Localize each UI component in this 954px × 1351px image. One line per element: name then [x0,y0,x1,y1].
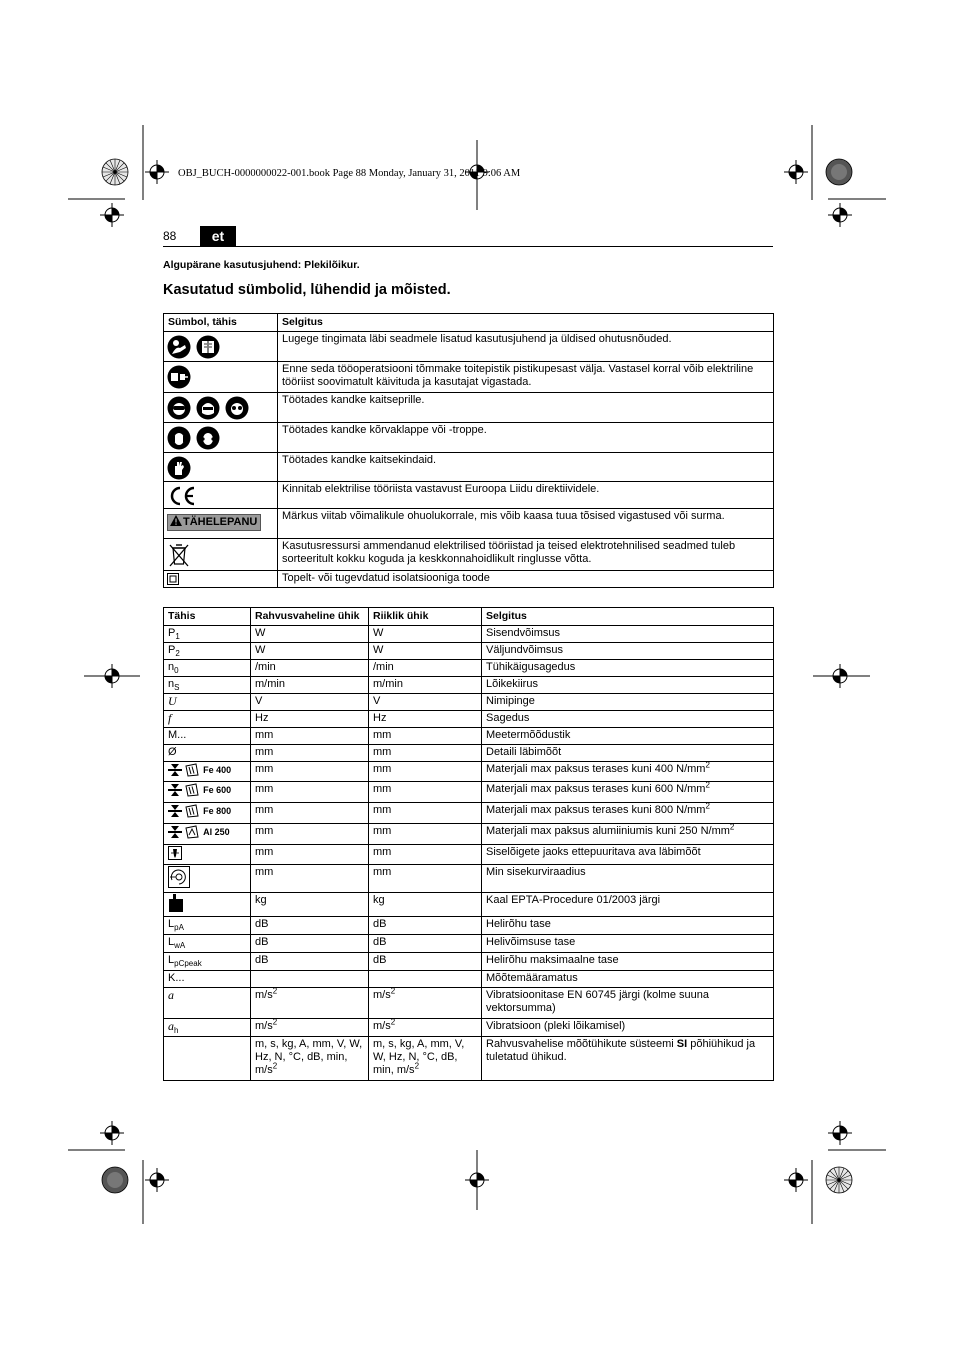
superscript: 2 [705,761,710,770]
symbol-cell [164,509,278,539]
table-row [164,711,774,728]
intl-unit-cell: Hz [251,711,369,728]
description-cell: Tühikäigusagedus [482,660,774,677]
symbol-cell [164,917,251,935]
description-cell: Sisendvõimsus [482,626,774,643]
steel-sheet-icon [185,804,200,818]
superscript: 2 [705,802,710,811]
description-cell: Lõikekiirus [482,677,774,694]
description-cell: Vibratsioonitase EN 60745 järgi (kolme suuna vektorsumma) [482,988,774,1019]
description-cell: Topelt- või tugevdatud isolatsiooniga toode [278,571,774,588]
description-text: Rahvusvahelise mõõtühikute süsteemi [486,1038,677,1050]
warning-triangle-icon [170,515,182,526]
symbol-cell [164,482,278,509]
face-shield-icon [196,396,220,420]
description-cell [482,762,774,782]
symbol-cell [164,626,251,643]
table-row [164,824,774,845]
column-header: Riiklik ühik [369,608,482,626]
symbol-cell [164,1037,251,1081]
superscript: 2 [390,1018,396,1027]
material-code: Fe 600 [203,785,232,795]
book-header: OBJ_BUCH-0000000022-001.book Page 88 Monday, January 31, 2011 9:06 AM [178,168,521,179]
symbol-cell [164,935,251,953]
intl-unit-cell: mm [251,845,369,865]
symbol-subscript: pCpeak [174,959,202,969]
intl-unit-cell: mm [251,803,369,824]
symbol-text: L [168,936,175,948]
symbol-cell [164,893,251,917]
table-row [164,482,774,509]
national-unit-cell: mm [369,824,482,845]
column-header: Sümbol, tähis [164,314,278,332]
intl-unit-cell: mm [251,745,369,762]
national-unit-cell: /min [369,660,482,677]
national-unit-cell: mm [369,745,482,762]
symbol-cell [164,988,251,1019]
national-unit-cell [369,1019,482,1037]
description-text: Materjali max paksus terases kuni 600 N/mm [486,783,706,795]
manual-book-icon [196,335,220,359]
table-row [164,453,774,482]
section-title: Kasutatud sümbolid, lühendid ja mõisted. [163,282,451,298]
table-row [164,865,774,893]
thickness-icon [168,763,182,777]
intl-unit-cell: mm [251,865,369,893]
thickness-icon [168,783,182,797]
national-unit-cell [369,1037,482,1081]
symbol-subscript: h [174,1026,179,1036]
intl-unit-cell: mm [251,782,369,803]
intl-unit-cell: /min [251,660,369,677]
table-row [164,893,774,917]
table-row [164,1019,774,1037]
national-unit-cell: mm [369,845,482,865]
read-manual-icon [167,335,191,359]
symbol-text: P [168,644,176,656]
description-cell: Mõõtemääramatus [482,971,774,988]
description-cell: Kaal EPTA-Procedure 01/2003 järgi [482,893,774,917]
weight-icon [168,894,184,912]
table-row [164,677,774,694]
unit-list: m, s, kg, A, mm, V, W, Hz, N, °C, dB, min, m/s [373,1038,465,1076]
description-cell: Meetermõõdustik [482,728,774,745]
table-row [164,971,774,988]
table-row [164,393,774,423]
symbol-cell [164,782,251,803]
symbol-cell [164,643,251,660]
intl-unit-cell: mm [251,824,369,845]
superscript: 2 [272,1018,278,1027]
national-unit-cell: W [369,643,482,660]
description-cell: Töötades kandke kaitsekindaid. [278,453,774,482]
table-row [164,845,774,865]
intl-unit-cell [251,971,369,988]
column-header: Selgitus [482,608,774,626]
symbol-subscript: wA [174,941,186,951]
symbol-cell [164,845,251,865]
table-row [164,694,774,711]
steel-sheet-icon [185,783,200,797]
superscript: 2 [414,1061,420,1071]
table-row [164,332,774,362]
table-row [164,803,774,824]
description-cell: Töötades kandke kõrvaklappe või -troppe. [278,423,774,453]
column-header: Selgitus [278,314,774,332]
symbol-cell [164,571,278,588]
safety-goggles-icon [167,396,191,420]
description-cell: Töötades kandke kaitseprille. [278,393,774,423]
unit-list: m, s, kg, A, mm, V, W, Hz, N, °C, dB, min, m/s [255,1038,363,1076]
description-cell: Helirõhu maksimaalne tase [482,953,774,971]
table-row [164,660,774,677]
ce-mark-icon [167,485,197,507]
description-cell: Detaili läbimõõt [482,745,774,762]
table-row [164,935,774,953]
symbol-cell [164,362,278,393]
intl-unit-cell: dB [251,935,369,953]
symbol-cell: M... [164,728,251,745]
intl-unit-cell: dB [251,953,369,971]
aluminium-sheet-icon [185,825,200,839]
unit-text: m/s [255,989,273,1001]
description-cell [482,824,774,845]
table-row [164,626,774,643]
national-unit-cell: mm [369,865,482,893]
national-unit-cell: dB [369,953,482,971]
symbol-subscript: 0 [174,666,179,676]
symbol-subscript: pA [174,923,184,933]
table-row-si-units [164,1037,774,1081]
table-row [164,643,774,660]
predrill-hole-icon [168,846,182,860]
description-text: Materjali max paksus terases kuni 800 N/mm [486,804,706,816]
language-badge: et [200,226,236,246]
double-insulation-icon [167,573,179,585]
intl-unit-cell: W [251,643,369,660]
table-row [164,539,774,571]
national-unit-cell: W [369,626,482,643]
description-cell: Väljundvõimsus [482,643,774,660]
national-unit-cell: mm [369,803,482,824]
header-rule [163,246,773,247]
goggles-icon [225,396,249,420]
national-unit-cell: mm [369,782,482,803]
superscript: 2 [729,823,735,832]
material-code: Fe 400 [203,765,232,775]
intl-unit-cell [251,1037,369,1081]
symbol-cell [164,694,251,711]
symbol-text: L [168,954,175,966]
intl-unit-cell [251,1019,369,1037]
document-subtitle: Algupärane kasutusjuhend: Plekilõikur. [163,259,360,271]
si-abbreviation: SI [676,1038,688,1050]
units-table [163,607,774,1081]
national-unit-cell: mm [369,728,482,745]
column-header: Tähis [164,608,251,626]
superscript: 2 [390,987,396,996]
warning-label: TÄHELEPANU [183,516,258,528]
gloves-icon [167,456,191,480]
symbol-cell [164,677,251,694]
symbol-cell [164,803,251,824]
symbol-cell [164,660,251,677]
table-row [164,988,774,1019]
symbol-text: U [168,694,177,708]
national-unit-cell: Hz [369,711,482,728]
symbol-cell: K... [164,971,251,988]
national-unit-cell: m/min [369,677,482,694]
table-row [164,953,774,971]
intl-unit-cell: dB [251,917,369,935]
table-row [164,782,774,803]
unplug-icon [167,365,191,389]
symbol-text: L [168,918,175,930]
national-unit-cell: dB [369,935,482,953]
national-unit-cell: kg [369,893,482,917]
symbol-cell [164,865,251,893]
national-unit-cell: mm [369,762,482,782]
description-cell: Märkus viitab võimalikule ohuolukorrale, mis võib kaasa tuua tõsised vigastused või surma. [278,509,774,539]
intl-unit-cell: m/min [251,677,369,694]
symbol-cell [164,423,278,453]
symbol-subscript: S [174,683,180,693]
superscript: 2 [272,1061,278,1071]
intl-unit-cell: mm [251,762,369,782]
symbol-text: n [168,678,175,690]
symbol-cell [164,711,251,728]
thickness-icon [168,804,182,818]
description-cell: Lugege tingimata läbi seadmele lisatud kasutusjuhend ja üldised ohutusnõuded. [278,332,774,362]
symbol-text: a [168,1019,174,1033]
symbol-cell [164,539,278,571]
table-row [164,917,774,935]
warning-badge [167,514,261,531]
ear-plugs-icon [196,426,220,450]
description-cell: Helirõhu tase [482,917,774,935]
intl-unit-cell: mm [251,728,369,745]
page-number: 88 [163,229,177,243]
thickness-icon [168,825,182,839]
intl-unit-cell: kg [251,893,369,917]
symbol-cell [164,393,278,423]
symbol-subscript: 1 [175,632,180,642]
table-row [164,571,774,588]
intl-unit-cell [251,988,369,1019]
description-cell: Helivõimsuse tase [482,935,774,953]
description-cell: Kasutusressursi ammendanud elektrilised tööriistad ja teised elektrotehnilised seadmed tuleb sorteeritult kokku koguda ja keskkonnahoidlikult ringlusse võtta. [278,539,774,571]
description-cell: Kinnitab elektrilise tööriista vastavust Euroopa Liidu direktiividele. [278,482,774,509]
symbol-cell [164,762,251,782]
unit-text: m/s [255,1020,273,1032]
description-text: põhiühikud ja tuletatud ühikud. [486,1038,756,1063]
material-code: Al 250 [203,827,230,837]
symbol-text: a [168,988,174,1002]
unit-text: m/s [373,1020,391,1032]
column-header: Rahvusvaheline ühik [251,608,369,626]
national-unit-cell [369,988,482,1019]
material-code: Fe 800 [203,806,232,816]
national-unit-cell [369,971,482,988]
steel-sheet-icon [185,763,200,777]
symbol-cell [164,953,251,971]
description-cell: Nimipinge [482,694,774,711]
description-cell: Min sisekurviraadius [482,865,774,893]
table-row [164,509,774,539]
curve-radius-icon [168,866,190,888]
description-cell: Enne seda tööoperatsiooni tõmmake toitepistik pistikupesast välja. Vastasel korral võib elektriline tööriist soovimatult käivituda ja kasutajat vigastada. [278,362,774,393]
superscript: 2 [272,987,278,996]
symbol-text: P [168,627,176,639]
national-unit-cell: dB [369,917,482,935]
table-row [164,728,774,745]
description-cell [482,1037,774,1081]
table-row [164,362,774,393]
symbol-subscript: 2 [175,649,180,659]
symbols-table [163,313,774,588]
symbols-header-row [164,314,774,332]
units-header-row [164,608,774,626]
intl-unit-cell: V [251,694,369,711]
symbol-cell: Ø [164,745,251,762]
symbol-cell [164,824,251,845]
symbol-cell [164,332,278,362]
description-cell: Vibratsioon (pleki lõikamisel) [482,1019,774,1037]
superscript: 2 [705,781,710,790]
symbol-text: f [168,711,172,725]
unit-text: m/s [373,989,391,1001]
ear-protection-icon [167,426,191,450]
description-text: Materjali max paksus terases kuni 400 N/mm [486,763,706,775]
table-row [164,762,774,782]
symbol-cell [164,453,278,482]
symbol-text: n [168,661,175,673]
description-cell: Sagedus [482,711,774,728]
description-cell [482,782,774,803]
table-row [164,423,774,453]
description-cell: Siselõigete jaoks ettepuuritava ava läbimõõt [482,845,774,865]
table-row [164,745,774,762]
description-text: Materjali max paksus alumiiniumis kuni 250 N/mm [486,825,730,837]
symbol-cell [164,1019,251,1037]
description-cell [482,803,774,824]
weee-bin-icon [167,542,191,568]
national-unit-cell: V [369,694,482,711]
intl-unit-cell: W [251,626,369,643]
